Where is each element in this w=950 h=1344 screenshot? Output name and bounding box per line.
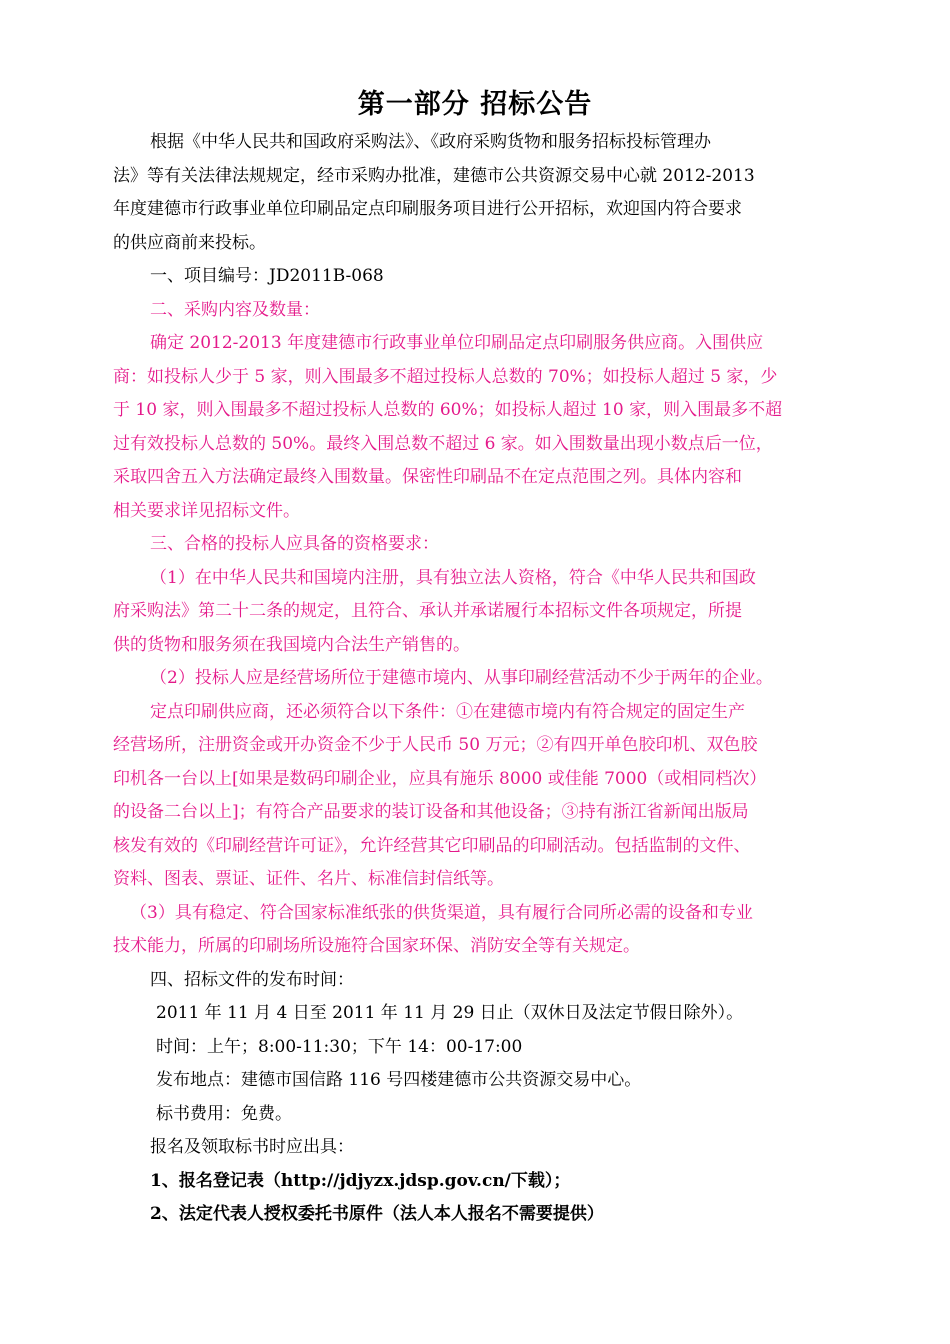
paragraph-line: 核发有效的《印刷经营许可证》，允许经营其它印刷品的印刷活动。包括监制的文件、 — [113, 836, 751, 856]
paragraph-line: 过有效投标人总数的 50%。最终入围总数不超过 6 家。如入围数量出现小数点后一位， — [113, 434, 773, 454]
paragraph-line: 发布地点：建德市国信路 116 号四楼建德市公共资源交易中心。 — [156, 1070, 642, 1090]
paragraph-line: 确定 2012-2013 年度建德市行政事业单位印刷品定点印刷服务供应商。入围供应 — [150, 333, 764, 353]
paragraph-line: 标书费用：免费。 — [156, 1104, 292, 1124]
paragraph-line: 技术能力，所属的印刷场所设施符合国家环保、消防安全等有关规定。 — [113, 936, 640, 956]
paragraph-line: （1）在中华人民共和国境内注册，具有独立法人资格，符合《中华人民共和国政 — [150, 568, 756, 588]
page-title: 第一部分 招标公告 — [357, 89, 593, 120]
paragraph-line: （3）具有稳定、符合国家标准纸张的供货渠道，具有履行合同所必需的设备和专业 — [130, 903, 753, 923]
paragraph-line: 相关要求详见招标文件。 — [113, 501, 300, 521]
paragraph-line: 府采购法》第二十二条的规定，且符合、承认并承诺履行本招标文件各项规定，所提 — [113, 601, 742, 621]
paragraph-line: （2）投标人应是经营场所位于建德市境内、从事印刷经营活动不少于两年的企业。 — [150, 668, 773, 688]
paragraph-line: 2011 年 11 月 4 日至 2011 年 11 月 29 日止（双休日及法定节假日除外）。 — [156, 1003, 744, 1023]
paragraph-line: 时间：上午；8:00-11:30；下午 14：00-17:00 — [156, 1037, 523, 1057]
paragraph-line: 经营场所，注册资金或开办资金不少于人民币 50 万元；②有四开单色胶印机、双色胶 — [113, 735, 758, 755]
section-heading: 二、采购内容及数量： — [150, 300, 320, 320]
section-heading: 四、招标文件的发布时间： — [150, 970, 354, 990]
paragraph-line: 的设备二台以上]；有符合产品要求的装订设备和其他设备；③持有浙江省新闻出版局 — [113, 802, 749, 822]
paragraph-line: 年度建德市行政事业单位印刷品定点印刷服务项目进行公开招标，欢迎国内符合要求 — [113, 199, 742, 219]
section-heading: 三、合格的投标人应具备的资格要求： — [150, 534, 439, 554]
paragraph-line: 报名及领取标书时应出具： — [150, 1137, 354, 1157]
paragraph-line: 根据《中华人民共和国政府采购法》、《政府采购货物和服务招标投标管理办 — [150, 132, 711, 152]
paragraph-line: 的供应商前来投标。 — [113, 233, 266, 253]
paragraph-line: 法》等有关法律法规规定，经市采购办批准，建德市公共资源交易中心就 2012-2013 — [113, 166, 755, 186]
paragraph-line: 商：如投标人少于 5 家，则入围最多不超过投标人总数的 70%；如投标人超过 5 家，少 — [113, 367, 778, 387]
paragraph-line: 印机各一台以上[如果是数码印刷企业，应具有施乐 8000 或佳能 7000（或相同档次） — [113, 769, 767, 789]
paragraph-line: 于 10 家，则入围最多不超过投标人总数的 60%；如投标人超过 10 家，则入围最多不超 — [113, 400, 783, 420]
paragraph-line: 定点印刷供应商，还必须符合以下条件：①在建德市境内有符合规定的固定生产 — [150, 702, 745, 722]
requirement-item: 2、法定代表人授权委托书原件（法人本人报名不需要提供） — [150, 1204, 604, 1224]
paragraph-line: 供的货物和服务须在我国境内合法生产销售的。 — [113, 635, 470, 655]
requirement-item: 1、报名登记表（http://jdjyzx.jdsp.gov.cn/下载）； — [150, 1171, 571, 1191]
paragraph-line: 采取四舍五入方法确定最终入围数量。保密性印刷品不在定点范围之列。具体内容和 — [113, 467, 742, 487]
project-number: 一、项目编号：JD2011B-068 — [150, 266, 384, 286]
paragraph-line: 资料、图表、票证、证件、名片、标准信封信纸等。 — [113, 869, 504, 889]
